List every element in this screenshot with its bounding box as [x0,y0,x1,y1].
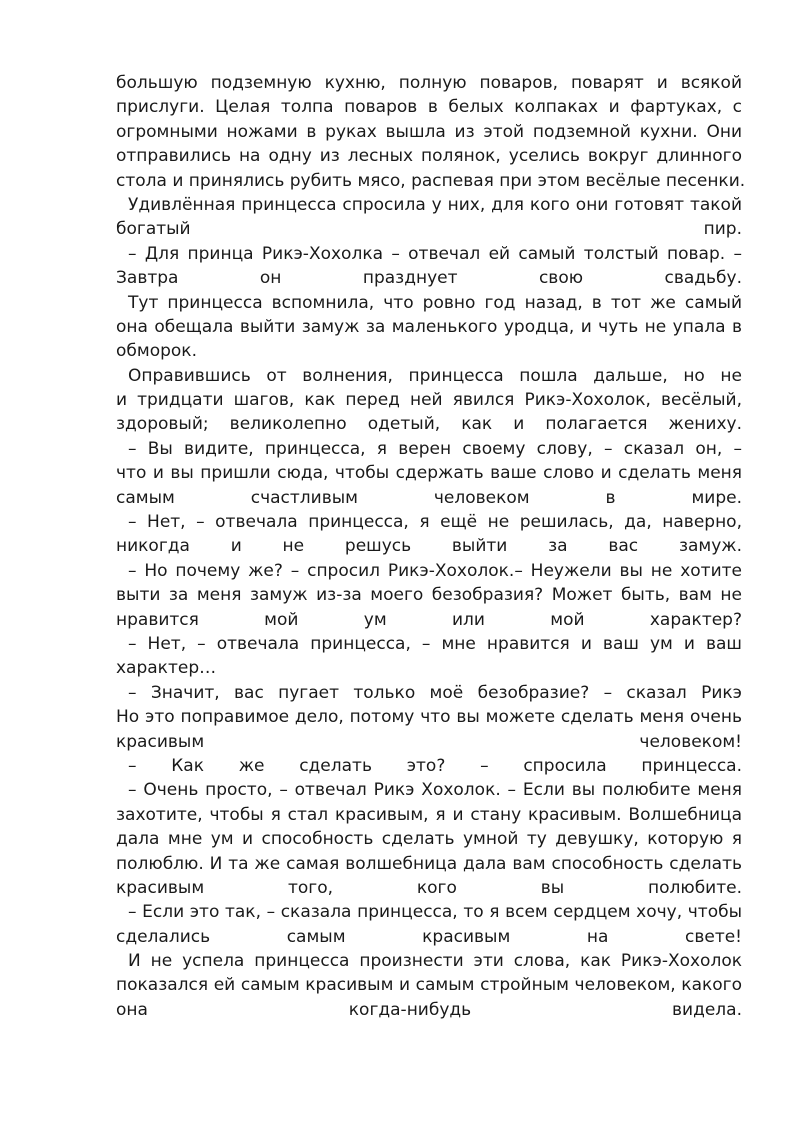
text-line: здоровый; великолепно одетый, как и полагается жениху. [116,414,742,435]
text-line: – Очень просто, – отвечал Рикэ Хохолок. – Если вы полюбите меня [128,780,742,801]
text-line: стола и принялись рубить мясо, распевая при этом весёлые песенки. [116,170,746,191]
text-line: что и вы пришли сюда, чтобы сдержать ваше слово и сделать меня [116,463,742,484]
text-line: Но это поправимое дело, потому что вы можете сделать меня очень [116,707,742,728]
text-line: – Для принца Рикэ-Хохолка – отвечал ей самый толстый повар. – [128,243,742,264]
text-line: Тут принцесса вспомнила, что ровно год назад, в тот же самый [128,292,742,313]
text-line: выти за меня замуж из-за моего безобразия? Может быть, вам не [116,585,742,606]
text-line: полюблю. И та же самая волшебница дала вам способность сделать [116,853,742,874]
text-line: она обещала выйти замуж за маленького уродца, и чуть не упала в [116,316,742,337]
text-line: и тридцати шагов, как перед ней явился Рикэ-Хохолок, весёлый, [116,390,742,411]
text-line: красивым того, кого вы полюбите. [116,877,742,898]
text-line: – Как же сделать это? – спросила принцесса. [128,755,742,776]
text-line: – Нет, – отвечала принцесса, я ещё не решилась, да, наверно, [128,512,742,533]
text-line: никогда и не решусь выйти за вас замуж. [116,536,742,557]
text-line: – Если это так, – сказала принцесса, то я всем сердцем хочу, чтобы [128,902,742,923]
text-line: – Значит, вас пугает только моё безобразие? – сказал Рикэ [128,682,742,703]
story-page [116,71,746,1022]
text-line: прислуги. Целая толпа поваров в белых колпаках и фартуках, с [116,97,742,118]
text-line: сделались самым красивым на свете! [116,926,742,947]
text-line: нравится мой ум или мой характер? [116,609,742,630]
text-line: богатый пир. [116,219,742,240]
text-line: дала мне ум и способность сделать умной ту девушку, которую я [116,829,742,850]
text-line: – Нет, – отвечала принцесса, – мне нравится и ваш ум и ваш [128,633,742,654]
text-line: отправились на одну из лесных полянок, уселись вокруг длинного [116,146,742,167]
text-line: обморок. [116,341,197,362]
text-line: И не успела принцесса произнести эти слова, как Рикэ-Хохолок [128,951,742,972]
text-line: показался ей самым красивым и самым стройным человеком, какого [116,975,742,996]
text-line: – Но почему же? – спросил Рикэ-Хохолок.– Неужели вы не хотите [128,560,742,581]
text-line: захотите, чтобы я стал красивым, я и стану красивым. Волшебница [116,804,742,825]
text-line: самым счастливым человеком в мире. [116,487,742,508]
text-line: характер… [116,658,217,679]
text-line: огромными ножами в руках вышла из этой подземной кухни. Они [116,121,742,142]
text-line: – Вы видите, принцесса, я верен своему слову, – сказал он, – [128,438,742,459]
text-line: Оправившись от волнения, принцесса пошла дальше, но не [128,365,742,386]
text-line: Завтра он празднует свою свадьбу. [116,268,742,289]
text-line: красивым человеком! [116,731,742,752]
text-line: Удивлённая принцесса спросила у них, для кого они готовят такой [128,194,742,215]
text-line: она когда-нибудь видела. [116,999,742,1020]
text-line: большую подземную кухню, полную поваров, поварят и всякой [116,73,742,93]
